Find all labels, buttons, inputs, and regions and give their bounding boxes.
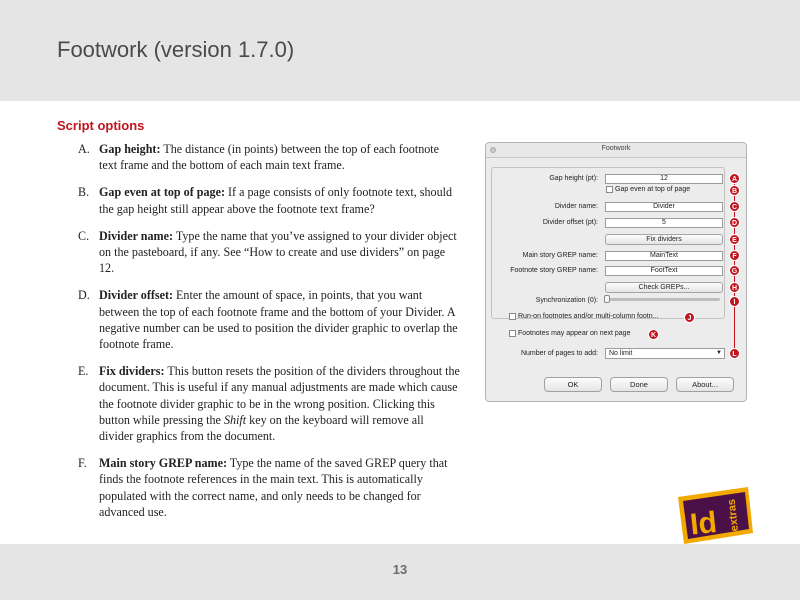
options-list (78, 141, 460, 531)
id-extras-logo-graphic (676, 487, 754, 545)
check-greps-button[interactable]: Check GREPs... (605, 282, 723, 293)
divider-name-input[interactable]: Divider (605, 202, 723, 212)
fix-dividers-button[interactable]: Fix dividers (605, 234, 723, 245)
foot-grep-input[interactable]: FootText (605, 266, 723, 276)
gap-even-label: Gap even at top of page (615, 186, 691, 193)
option-text: key on the keyboard will remove all divider graphics from the document. (99, 412, 424, 444)
option-letter: C. (78, 228, 90, 243)
pages-to-add-value: No limit (609, 350, 633, 357)
option-letter: B. (78, 185, 90, 200)
logo-sub-text: extras (725, 498, 741, 532)
option-letter: D. (78, 288, 90, 303)
page-header (0, 0, 800, 101)
annotation-badge-b: B (729, 185, 740, 196)
page-title: Footwork (version 1.7.0) (57, 37, 295, 62)
option-text: The distance (in points) between the top of each footnote text frame and the bottom of each main text frame. (99, 142, 440, 173)
pages-to-add-select[interactable] (605, 348, 725, 359)
divider-offset-label: Divider offset (pt): (542, 219, 598, 226)
gap-even-checkbox[interactable] (606, 186, 613, 193)
divider-name-label: Divider name: (554, 203, 598, 210)
option-text: Type the name of the saved GREP query that finds the footnote references in the main text. This is automatically populated with the correct name, and only needs to be changed for advanced use. (99, 456, 448, 519)
option-term: Gap height: (99, 142, 161, 156)
foot-grep-label: Footnote story GREP name: (510, 267, 598, 274)
annotation-badge-f: F (729, 250, 740, 261)
gap-height-label: Gap height (pt): (549, 175, 598, 182)
annotation-badge-c: C (729, 201, 740, 212)
option-item (78, 184, 460, 216)
option-letter: F. (78, 456, 87, 471)
section-title: Script options (57, 118, 145, 133)
option-letter: A. (78, 142, 90, 156)
annotation-badge-d: D (729, 217, 740, 228)
annotation-badge-i: I (729, 296, 740, 307)
annotation-badge-e: E (729, 234, 740, 245)
option-item (78, 228, 460, 277)
runon-label: Run-on footnotes and/or multi-column footn... (518, 313, 659, 320)
logo-main-text: Id (688, 505, 719, 542)
option-term: Divider name: (99, 228, 174, 243)
option-item (78, 287, 460, 352)
id-extras-logo (676, 487, 754, 545)
annotation-badge-g: G (729, 265, 740, 276)
annotation-badge-j: J (684, 312, 695, 323)
runon-checkbox[interactable] (509, 313, 516, 320)
option-term: Main story GREP name: (99, 456, 227, 471)
option-item (78, 141, 460, 173)
ok-button[interactable]: OK (544, 377, 602, 392)
next-page-label: Footnotes may appear on next page (518, 330, 631, 337)
option-term: Gap even at top of page: (99, 185, 225, 200)
sync-label: Synchronization (0): (535, 297, 598, 304)
annotation-badge-h: H (729, 282, 740, 293)
option-text: This button resets the position of the dividers throughout the document. This is useful if any manual adjustments are made which cause the footnote divider graphic to be in the wrong position. Clicking this button while pressing the (99, 364, 460, 427)
done-button[interactable]: Done (610, 377, 668, 392)
pages-to-add-label: Number of pages to add: (520, 350, 598, 357)
option-text: Type the name that you’ve assigned to your divider object on the pasteboard, if any. See “How to create and use dividers” on page 12. (99, 228, 457, 276)
annotation-badge-a: A (729, 173, 740, 184)
next-page-checkbox[interactable] (509, 330, 516, 337)
page-footer (0, 544, 800, 600)
option-text-italic: Shift (223, 412, 247, 427)
option-item (78, 455, 460, 520)
dialog-titlebar (486, 143, 746, 158)
sync-slider-track[interactable] (606, 298, 720, 301)
option-term: Divider offset: (99, 288, 173, 303)
chevron-down-icon: ▼ (716, 350, 722, 356)
gap-height-input[interactable]: 12 (605, 174, 723, 184)
sync-slider-handle[interactable] (604, 295, 610, 303)
dialog-title: Footwork (601, 145, 631, 152)
about-button[interactable]: About... (676, 377, 734, 392)
annotation-badge-l: L (729, 348, 740, 359)
main-grep-label: Main story GREP name: (522, 252, 598, 259)
option-letter: E. (78, 364, 89, 379)
option-item (78, 363, 460, 444)
option-text: Enter the amount of space, in points, that you want between the top of each footnote frame and the bottom of your Divider. A negative number can be used to position the divider graphic to overlap the footnote frame. (99, 288, 458, 352)
footwork-dialog (485, 142, 747, 402)
option-text: If a page consists of only footnote text, should the gap height still appear above the footnote text frame? (99, 185, 453, 216)
page-number: 13 (392, 562, 408, 577)
annotation-badge-k: K (648, 329, 659, 340)
main-grep-input[interactable]: MainText (605, 251, 723, 261)
option-term: Fix dividers: (99, 364, 165, 379)
divider-offset-input[interactable]: 5 (605, 218, 723, 228)
